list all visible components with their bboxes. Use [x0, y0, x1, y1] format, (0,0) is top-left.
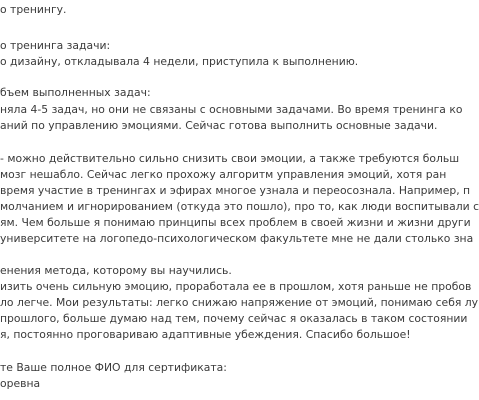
text-line: прошлого, больше думаю над тем, почему сейчас я оказалась в таком состоянии: [0, 312, 468, 325]
text-line: - можно действительно сильно снизить свои эмоции, а также требуются больш: [0, 152, 460, 165]
text-line: бъем выполненных задач:: [0, 86, 151, 99]
text-line: аний по управлению эмоциями. Сейчас готова выполнить основные задачи.: [0, 119, 438, 132]
text-line: енения метода, которому вы научились.: [0, 264, 232, 277]
text-line: оревна: [0, 377, 41, 390]
text-line: о дизайну, откладывала 4 недели, приступила к выполнению.: [0, 55, 359, 68]
text-line: мозг нешабло. Сейчас легко прохожу алгоритм управления эмоций, хотя ран: [0, 168, 447, 181]
text-line: время участие в тренингах и эфирах многое узнала и переосознала. Например, п: [0, 184, 471, 197]
text-line: я, постоянно проговариваю адаптивные убеждения. Спасибо большое!: [0, 328, 411, 341]
text-line: молчанием и игнорированием (откуда это пошло), про то, как люди воспитывали с: [0, 200, 479, 213]
text-line: изить очень сильную эмоцию, проработала ее в прошлом, хотя раньше не пробов: [0, 280, 472, 293]
text-line: ям. Чем больше я понимаю принципы всех проблем в своей жизни и жизни други: [0, 216, 471, 229]
text-line: университете на логопедо-психологическом факультете мне не дали столько зна: [0, 232, 474, 245]
text-line: ло легче. Мои результаты: легко снижаю напряжение от эмоций, понимаю себя лу: [0, 296, 479, 309]
text-line: о тренингу.: [0, 3, 67, 16]
text-line: о тренинга задачи:: [0, 39, 111, 52]
text-line: няла 4-5 задач, но они не связаны с основными задачами. Во время тренинга ко: [0, 103, 463, 116]
text-line: те Ваше полное ФИО для сертификата:: [0, 361, 227, 374]
